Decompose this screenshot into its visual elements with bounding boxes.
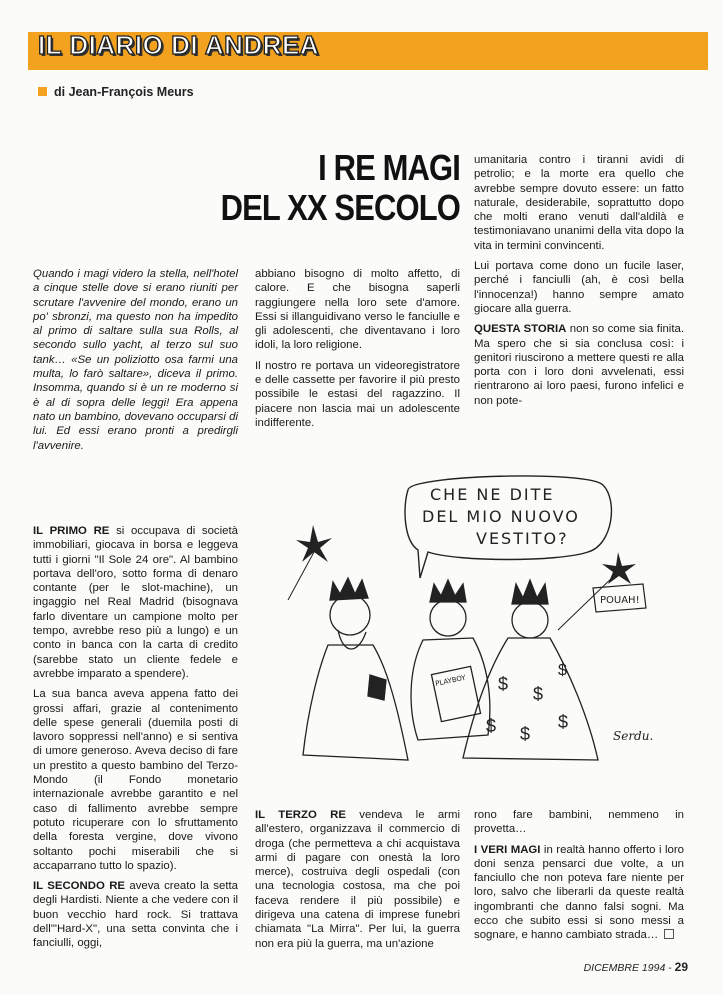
byline-text: di Jean-François Meurs xyxy=(54,85,194,99)
svg-text:$: $ xyxy=(533,684,544,704)
title-line-2: DEL XX SECOLO xyxy=(220,187,460,228)
paragraph-text: vendeva le armi all'estero, organizzava il commercio di droga (che permetteva a chi acquistava armi di pagare con onestà la loro merce), costruiva degli ospedali (con una tecnologia costosa, ma che poi faceva rendere il più possibile) e dirigeva una catena di imprese funebri chiamata "La Mirra". Per lui, la guerra non era più la guerra, ma un'azione xyxy=(255,809,460,950)
pouah-text: POUAH! xyxy=(600,595,640,606)
speech-line-2: DEL MIO NUOVO xyxy=(422,507,580,526)
paragraph: Il nostro re portava un videoregistratore e delle cassette per favorire il più presto possibile le estasi del ragazzino. Il piacere non lascia mai un adolescente indifferente. xyxy=(255,359,460,429)
byline-square-icon xyxy=(38,87,47,96)
paragraph xyxy=(33,879,238,950)
paragraph: Lui portava come dono un fucile laser, perché i fanciulli (ah, è così bella l'innocenza!) hanno sempre amato giocare alla guerra. xyxy=(474,260,684,315)
paragraph-text: aveva creato la setta degli Hardisti. Niente a che vedere con il buon vecchio hard rock. Si trattava dell'"Hard-X", una setta convinta che i fanciulli, oggi, xyxy=(33,880,238,950)
page-number: 29 xyxy=(674,960,688,974)
lead-in: QUESTA STORIA xyxy=(474,323,567,336)
svg-text:$: $ xyxy=(498,674,509,694)
svg-text:$: $ xyxy=(558,712,569,732)
footer-date: DICEMBRE 1994 xyxy=(583,962,666,974)
king-1 xyxy=(303,578,408,760)
svg-text:$: $ xyxy=(486,716,497,736)
byline xyxy=(38,85,194,99)
column-2-top xyxy=(255,267,460,436)
king-3 xyxy=(463,580,598,760)
section-title: IL DIARIO DI ANDREA xyxy=(38,30,320,60)
speech-line-1: CHE NE DITE xyxy=(430,485,555,504)
intro-paragraph: Quando i magi videro la stella, nell'hotel a cinque stelle dove si erano riuniti per scrutare l'avvenire del mondo, erano un po' sbronzi, ma questo non ha impedito al primo di saltare sulla sua Rolls, al secondo sullo yacht, al terzo sul suo tank… «Se un poliziotto osa farmi una multa, lo farò saltare», diceva il primo. Insomma, quando si è un re moderno si è al di sopra delle leggi! Era appena nato un bambino, dovevano occuparsi di lui. Ed essi erano pronti a predirgli l'avvenire. xyxy=(33,268,238,452)
svg-text:$: $ xyxy=(558,662,567,679)
lead-in: IL SECONDO RE xyxy=(33,880,126,893)
speech-line-3: VESTITO? xyxy=(476,529,569,548)
column-2-bottom xyxy=(255,808,460,957)
king-2 xyxy=(411,580,490,740)
artist-signature: Serdu. xyxy=(613,729,654,743)
paragraph xyxy=(474,843,684,943)
playboy-label: PLAYBOY xyxy=(434,673,467,688)
paragraph: abbiano bisogno di molto affetto, di calore. E che bisogna saperli raggiungere nella loro sete d'amore. Essi si illanguidivano verso le fanciulle e gli adolescenti, che diventavano i loro idoli, la loro religione. xyxy=(255,268,460,352)
paragraph-text: in realtà hanno offerto i loro doni senza pensarci due volte, a un fanciullo che non poteva fare niente per loro, salvo che liberarli da queste realtà ingombranti che danno falsi sogni. Ma ecco che subito essi si sono messi a sognare, e hanno cambiato strada… xyxy=(474,843,684,942)
star-left-icon xyxy=(296,525,332,562)
paragraph: umanitaria contro i tiranni avidi di petrolio; e la morte era quello che avrebbe sempre dovuto essere: un fatto naturale, desiderabile, soprattutto dopo che molti erano venuti dall'aldilà e testimoniavano unanimi della vita dopo la vita in termini convincenti. xyxy=(474,154,684,252)
cartoon-illustration xyxy=(258,470,698,770)
end-mark-icon xyxy=(664,929,674,939)
lead-in: I VERI MAGI xyxy=(474,843,541,856)
paragraph: rono fare bambini, nemmeno in provetta… xyxy=(474,809,684,836)
paragraph: La sua banca aveva appena fatto dei grossi affari, grazie al contenimento delle spese generali (duemila posti di lavoro soppressi nell'anno) e si sentiva di umore generoso. Aveva deciso di fare un prestito a questo bambino del Terzo-Mondo (il Fondo monetario internazionale avrebbe garantito e nel caso di fallimento avrebbe sempre potuto ricuperare con lo sfruttamento della foresta vergine, dove vivono soltanto pochi miserabili che si accaparrano tutto lo spazio). xyxy=(33,688,238,872)
column-3-top xyxy=(474,153,684,414)
paragraph-text: si occupava di società immobiliari, giocava in borsa e leggeva tutti i giorni "Il Sole 24 ore". Al bambino portava dell'oro, sotto forma di denaro contante (per le slot-machine), un ingaggio nel Real Madrid (bisognava farlo diventare un campione molto per tempo, avrebbe reso più a lungo) e un conto in banca con la carta di credito (sarebbe stato un cliente fedele e avrebbe imparato a spendere). xyxy=(33,525,238,680)
star-right-icon xyxy=(602,552,636,584)
svg-text:$: $ xyxy=(520,724,531,744)
paragraph xyxy=(255,808,460,951)
paragraph-text: non so come sia finita. Ma spero che si sia conclusa così: i genitori riuscirono a mettere questi re alla porta con i loro doni avvelenati, essi rientrarono ai loro paesi, furono infelici e non pote- xyxy=(474,323,684,407)
page-footer: DICEMBRE 1994 - 29 xyxy=(583,960,688,974)
lead-in: IL PRIMO RE xyxy=(33,525,110,537)
column-1-bottom xyxy=(33,524,238,957)
paragraph xyxy=(474,322,684,408)
column-3-bottom xyxy=(474,808,684,949)
paragraph xyxy=(33,524,238,681)
lead-in: IL TERZO RE xyxy=(255,809,346,821)
article-title xyxy=(219,148,460,228)
title-line-1: I RE MAGI xyxy=(318,147,460,188)
